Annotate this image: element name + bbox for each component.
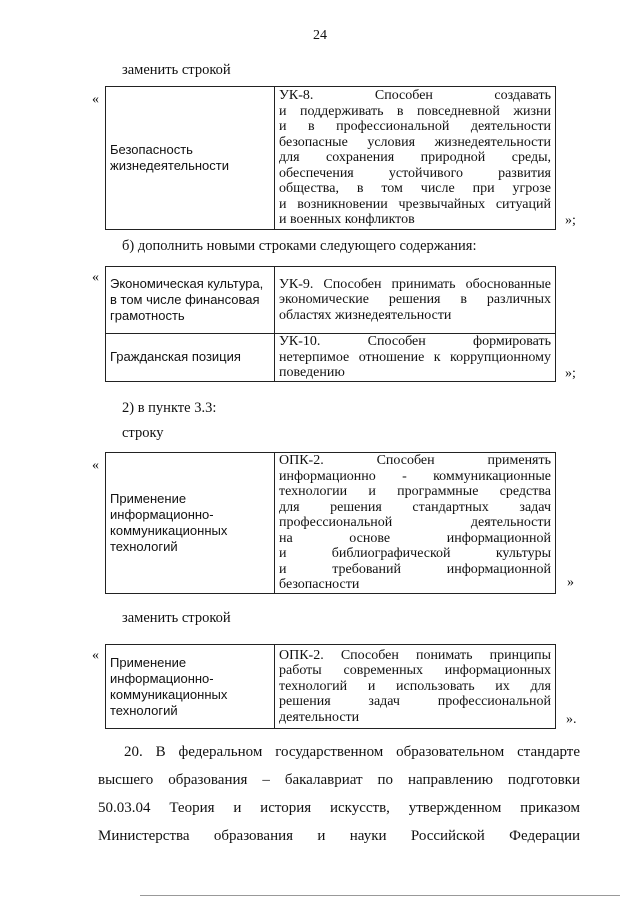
- table3-line: безопасности: [279, 577, 360, 592]
- paragraph-line: 50.03.04 Теория и история искусств, утвержденном приказом: [98, 800, 580, 816]
- table4-right-cell: [275, 645, 556, 729]
- table4-close-quote: ».: [566, 712, 577, 727]
- table4-line: деятельности: [279, 709, 360, 725]
- table1-line: и в профессиональной деятельности: [279, 119, 551, 135]
- table-uk8: [105, 86, 556, 230]
- table-uk9-uk10: [105, 266, 556, 382]
- table1-line: обеспечения устойчивого развития: [279, 165, 551, 181]
- page-number: 24: [313, 28, 327, 43]
- table1-open-quote: «: [92, 92, 99, 107]
- table1-left-cell: Безопасность жизнедеятельности: [106, 87, 275, 230]
- table1-line: УК-8. Способен создавать: [279, 88, 551, 104]
- table2-row2-line: поведению: [279, 365, 345, 380]
- table-opk2-new: [105, 644, 556, 729]
- table2-close-quote: »;: [565, 366, 576, 381]
- table1-right-cell: [275, 87, 556, 230]
- table4-line: работы современных информационных: [279, 663, 551, 679]
- item-2-label: 2) в пункте 3.3:: [122, 400, 217, 416]
- paragraph-line: 20. В федеральном государственном образовательном стандарте: [124, 744, 580, 760]
- table4-left-cell: Применение информационно-коммуникационных технологий: [106, 645, 275, 729]
- table3-line: и библиографической культуры: [279, 546, 551, 561]
- table-opk2-old: [105, 452, 556, 594]
- table4-line: решения задач профессиональной: [279, 694, 551, 710]
- table1-close-quote: »;: [565, 213, 576, 228]
- table2-row1-line: УК-9. Способен принимать обоснованные: [279, 276, 551, 292]
- table2-row2-line: нетерпимое отношение к коррупционному: [279, 349, 551, 365]
- table3-open-quote: «: [92, 458, 99, 473]
- table2-open-quote: «: [92, 270, 99, 285]
- instruction-replace-1: заменить строкой: [122, 62, 231, 78]
- table3-line: ОПК-2. Способен применять: [279, 453, 551, 468]
- table2-row1-right: [275, 267, 556, 334]
- paragraph-line: Министерства образования и науки Российской Федерации: [98, 828, 580, 844]
- table3-line: профессиональной деятельности: [279, 515, 551, 530]
- table3-line: для решения стандартных задач: [279, 499, 551, 515]
- table1-line: и военных конфликтов: [279, 212, 415, 228]
- table2-row2-line: УК-10. Способен формировать: [279, 334, 551, 349]
- table3-right-cell: [275, 453, 556, 594]
- table2-row1-line: экономические решения в различных: [279, 292, 551, 308]
- page-bottom-rule: [140, 895, 620, 896]
- table2-row2-right: [275, 334, 556, 382]
- table2-row1-left: Экономическая культура, в том числе финансовая грамотность: [106, 267, 275, 334]
- table3-line: технологии и программные средства: [279, 484, 551, 499]
- instruction-add-rows: б) дополнить новыми строками следующего содержания:: [122, 238, 477, 254]
- item-row-label: строку: [122, 425, 164, 441]
- table1-line: общества, в том числе при угрозе: [279, 181, 551, 197]
- table4-open-quote: «: [92, 648, 99, 663]
- table3-line: на основе информационной: [279, 530, 551, 546]
- table1-line: и возникновении чрезвычайных ситуаций: [279, 196, 551, 212]
- table4-line: ОПК-2. Способен понимать принципы: [279, 647, 551, 663]
- table1-line: и поддерживать в повседневной жизни: [279, 103, 551, 119]
- table3-line: и требований информационной: [279, 561, 551, 577]
- table1-line: для сохранения природной среды,: [279, 150, 551, 166]
- table4-line: технологий и использовать их для: [279, 678, 551, 694]
- table1-line: безопасные условия жизнедеятельности: [279, 134, 551, 150]
- paragraph-line: высшего образования – бакалавриат по направлению подготовки: [98, 772, 580, 788]
- table3-line: информационно - коммуникационные: [279, 468, 551, 484]
- paragraph-20: [98, 738, 580, 850]
- table3-left-cell: Применение информационно-коммуникационных технологий: [106, 453, 275, 594]
- instruction-replace-2: заменить строкой: [122, 610, 231, 626]
- table2-row2-left: Гражданская позиция: [106, 334, 275, 382]
- table2-row1-line: областях жизнедеятельности: [279, 307, 452, 323]
- table3-close-quote: »: [567, 575, 574, 590]
